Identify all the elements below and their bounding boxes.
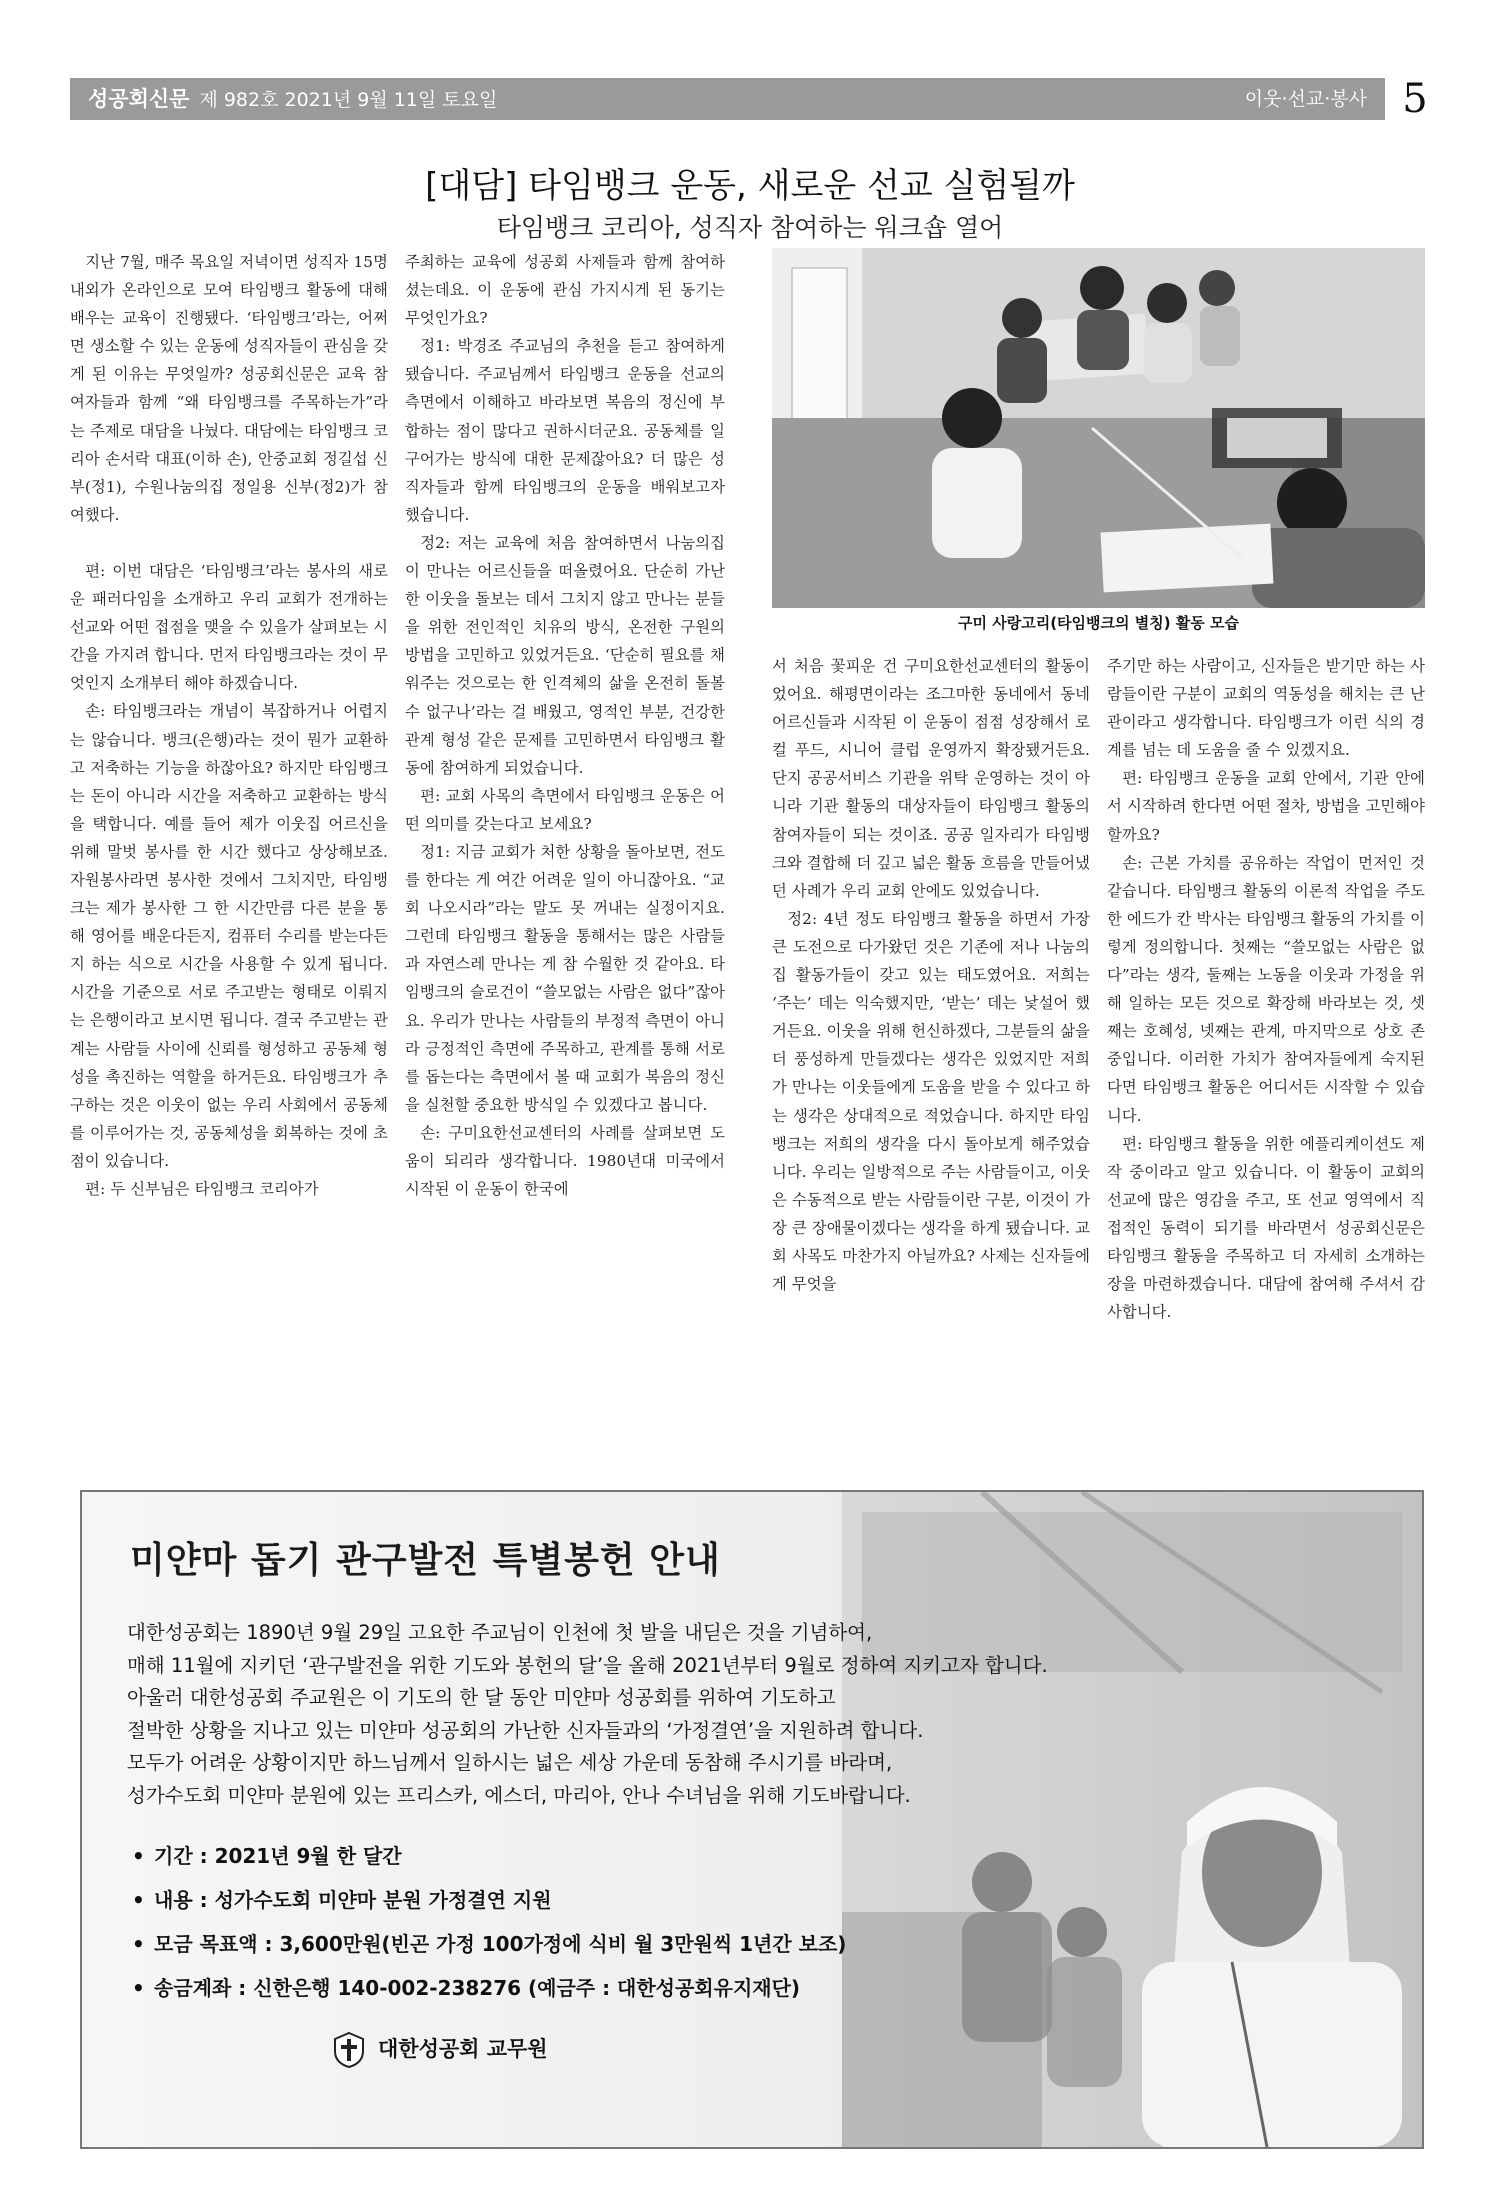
donation-notice-box [80,1490,1424,2149]
article-column-1 [70,248,388,1203]
paper-name: 성공회신문 [88,87,190,111]
notice-line: 아울러 대한성공회 주교원은 이 기도의 한 달 동안 미얀마 성공회를 위하여 기도하고 [127,1686,836,1709]
paragraph: 편: 타임뱅크 운동을 교회 안에서, 기관 안에서 시작하려 한다면 어떤 절차, 방법을 고민해야 할까요? [1107,769,1425,844]
notice-background-photo [82,1492,1422,2147]
paragraph: 서 처음 꽃피운 건 구미요한선교센터의 활동이었어요. 해평면이라는 조그마한 동네에서 동네 어르신들과 시작된 이 운동이 점점 성장해서 로컬 푸드, 시니어 클럽 운영까지 확장됐거든요. 단지 공공서비스 기관을 위탁 운영하는 것이 아니라 기관 활동의 대상자들이 타임뱅크 활동의 참여자들이 되는 것이죠. 공공 일자리가 타임뱅크와 결합해 더 깊고 넓은 활동 흐름을 만들어냈던 사례가 우리 교회 안에도 있었습니다. [772,657,1090,900]
page-number: 5 [1402,76,1428,122]
paragraph: 편: 이번 대담은 ‘타임뱅크’라는 봉사의 새로운 패러다임을 소개하고 우리 교회가 전개하는 선교와 어떤 접점을 맺을 수 있을가 살펴보는 시간을 가지려 합니다. 먼저 타임뱅크라는 것이 무엇인지 소개부터 해야 하겠습니다. [70,561,388,693]
church-emblem-icon [332,2031,366,2069]
paragraph: 지난 7월, 매주 목요일 저녁이면 성직자 15명 내외가 온라인으로 모여 타임뱅크 활동에 대해 배우는 교육이 진행됐다. ‘타임뱅크’라는, 어쩌면 생소할 수 있는 운동에 성직자들이 관심을 갖게 된 이유는 무엇일까? 성공회신문은 교육 참여자들과 함께 “왜 타임뱅크를 주목하는가”라는 주제로 대담을 나눴다. 대담에는 타임뱅크 코리아 손서락 대표(이하 손), 안중교회 정길섭 신부(정1), 수원나눔의집 정일용 신부(정2)가 참여했다. [70,253,388,524]
bullet-icon: • [132,1888,145,1912]
article-title: [대담] 타임뱅크 운동, 새로운 선교 실험될까 [425,166,1075,206]
notice-body [127,1617,1127,1812]
notice-line: 모두가 어려운 상황이지만 하느님께서 일하시는 넓은 세상 가운데 동참해 주시기를 바라며, [127,1751,893,1774]
section-name: 이웃·선교·봉사 [1244,88,1367,110]
detail-period: 기간 : 2021년 9월 한 달간 [154,1844,402,1868]
article-photo [772,248,1425,608]
article-column-4 [1107,652,1425,1326]
notice-line: 절박한 상황을 지나고 있는 미얀마 성공회의 가난한 신자들과의 ‘가정결연’을 지원하려 합니다. [127,1718,924,1742]
paragraph: 손: 근본 가치를 공유하는 작업이 먼저인 것 같습니다. 타임뱅크 활동의 이론적 작업을 주도한 에드가 칸 박사는 타임뱅크 활동의 가치를 이렇게 정의합니다. 첫째는 “쓸모없는 사람은 없다”라는 생각, 둘째는 노동을 이웃과 가정을 위해 일하는 모든 것으로 확장해 바라보는 것, 셋째는 호혜성, 넷째는 관계, 마지막으로 상호 존중입니다. 이러한 가치가 참여자들에게 숙지된다면 타임뱅크 활동은 어디서든 시작할 수 있습니다. [1107,853,1425,1125]
notice-line: 매해 11월에 지키던 ‘관구발전을 위한 기도와 봉헌의 달’을 올해 2021년부터 9월로 정하여 지키고자 합니다. [127,1653,1048,1677]
photo-illustration [772,248,1425,608]
bullet-icon: • [132,1932,145,1956]
notice-detail-item [132,1966,846,2010]
paragraph: 정1: 박경조 주교님의 추천을 듣고 참여하게 됐습니다. 주교님께서 타임뱅크 운동을 선교의 측면에서 이해하고 바라보면 복음의 정신에 부합하는 점이 많다고 권하시더군요. 공동체를 일구어가는 방식에 대한 문제잖아요? 더 많은 성직자들과 함께 타임뱅크의 운동을 배워보고자 했습니다. [405,337,725,524]
paragraph: 정2: 저는 교육에 처음 참여하면서 나눔의집이 만나는 어르신들을 떠올렸어요. 단순히 가난한 이웃을 돌보는 데서 그치지 않고 만나는 분들을 위한 전인적인 치유의 방식, 온전한 구원의 방법을 고민하고 있었거든요. ‘단순히 필요를 채워주는 것으로는 한 인격체의 삶을 온전히 돌볼 수 없구나’라는 걸 배웠고, 영적인 부분, 건강한 관계 형성 같은 문제를 고민하면서 타임뱅크 활동에 참여하게 되었습니다. [405,533,725,777]
photo-caption: 구미 사랑고리(타임뱅크의 별칭) 활동 모습 [958,614,1239,632]
detail-content: 내용 : 성가수도회 미얀마 분원 가정결연 지원 [154,1888,552,1912]
notice-detail-item [132,1834,846,1878]
notice-detail-item [132,1878,846,1922]
notice-title: 미얀마 돕기 관구발전 특별봉헌 안내 [130,1539,721,1581]
notice-line: 성가수도회 미얀마 분원에 있는 프리스카, 에스더, 마리아, 안나 수녀님을 위해 기도바랍니다. [127,1783,911,1807]
signature-text: 대한성공회 교무원 [378,2037,548,2061]
paragraph: 편: 교회 사목의 측면에서 타임뱅크 운동은 어떤 의미를 갖는다고 보세요? [405,786,725,833]
detail-target-amount: 모금 목표액 : 3,600만원(빈곤 가정 100가정에 식비 월 3만원씩 1년간 보조) [154,1932,847,1956]
notice-line: 대한성공회는 1890년 9월 29일 고요한 주교님이 인천에 첫 발을 내딛은 것을 기념하여, [127,1621,873,1644]
article-column-3 [772,652,1090,1298]
paragraph: 편: 타임뱅크 활동을 위한 에플리케이션도 제작 중이라고 알고 있습니다. 이 활동이 교회의 선교에 많은 영감을 주고, 또 선교 영역에서 직접적인 동력이 되기를 바라면서 성공회신문은 타임뱅크 활동을 주목하고 더 자세히 소개하는 장을 마련하겠습니다. 대담에 참여해 주셔서 감사합니다. [1107,1134,1425,1322]
notice-signature [332,2028,548,2070]
issue-info: 제 982호 2021년 9월 11일 토요일 [199,89,498,111]
paragraph: 주최하는 교육에 성공회 사제들과 함께 참여하셨는데요. 이 운동에 관심 가지시게 된 동기는 무엇인가요? [405,253,725,328]
bullet-icon: • [132,1976,145,2000]
header-left [88,78,497,121]
page-header-bar [70,78,1385,120]
paragraph: 정2: 4년 정도 타임뱅크 활동을 하면서 가장 큰 도전으로 다가왔던 것은 기존에 저나 나눔의집 활동가들이 갖고 있는 태도였어요. 저희는 ‘주는’ 데는 익숙했지만, ‘받는’ 데는 낯설어 했거든요. 이웃을 위해 헌신하겠다, 그분들의 삶을 더 풍성하게 만들겠다는 생각은 있었지만 저희가 만나는 이웃들에게 도움을 받을 수 있다고 하는 생각은 상대적으로 적었습니다. 하지만 타임뱅크는 저희의 생각을 다시 돌아보게 해주었습니다. 우리는 일방적으로 주는 사람들이고, 이웃은 수동적으로 받는 사람들이란 구분, 이것이 가장 큰 장애물이겠다는 생각을 하게 됐습니다. 교회 사목도 마찬가지 아닐까요? 사제는 신자들에게 무엇을 [772,909,1090,1294]
paragraph: 손: 구미요한선교센터의 사례를 살펴보면 도움이 되리라 생각합니다. 1980년대 미국에서 시작된 이 운동이 한국에 [405,1123,725,1199]
paragraph: 주기만 하는 사람이고, 신자들은 받기만 하는 사람들이란 구분이 교회의 역동성을 해치는 큰 난관이라고 생각합니다. 타임뱅크가 이런 식의 경계를 넘는 데 도움을 줄 수 있겠지요. [1107,657,1425,760]
paragraph: 정1: 지금 교회가 처한 상황을 돌아보면, 전도를 한다는 게 여간 어려운 일이 아니잖아요. “교회 나오시라”라는 말도 못 꺼내는 실정이지요. 그런데 타임뱅크 활동을 통해서는 많은 사람들과 자연스레 만나는 게 참 수월한 것 같아요. 타임뱅크의 슬로건이 “쓸모없는 사람은 없다”잖아요. 우리가 만나는 사람들의 부정적 측면이 아니라 긍정적인 측면에 주목하고, 관계를 통해 서로를 돕는다는 측면에서 볼 때 교회가 복음의 정신을 실천할 중요한 방식일 수 있겠다고 봅니다. [405,842,725,1114]
detail-bank-account: 송금계좌 : 신한은행 140-002-238276 (예금주 : 대한성공회유지재단) [154,1976,801,2000]
article-subtitle: 타임뱅크 코리아, 성직자 참여하는 워크숍 열어 [496,213,1004,242]
bullet-icon: • [132,1844,145,1868]
notice-details-list [132,1834,846,2010]
notice-detail-item [132,1922,846,1966]
article-column-2 [405,248,725,1203]
paragraph: 손: 타임뱅크라는 개념이 복잡하거나 어렵지는 않습니다. 뱅크(은행)라는 것이 뭔가 교환하고 저축하는 기능을 하잖아요? 하지만 타임뱅크는 돈이 아니라 시간을 저축하고 교환하는 방식을 택합니다. 예를 들어 제가 이웃집 어르신을 위해 말벗 봉사를 한 시간 했다고 상상해보죠. 자원봉사라면 봉사한 것에서 그치지만, 타임뱅크는 제가 봉사한 그 한 시간만큼 다른 분을 통해 영어를 배운다든지, 컴퓨터 수리를 받는다든지 하는 식으로 시간을 사용할 수 있게 됩니다. 시간을 기준으로 서로 주고받는 형태로 이뤄지는 은행이라고 보시면 됩니다. 결국 주고받는 관계는 사람들 사이에 신뢰를 형성하고 공동체 형성을 촉진하는 역할을 하거든요. 타임뱅크가 추구하는 것은 이웃이 없는 우리 사회에서 공동체를 이루어가는 것, 공동체성을 회복하는 것에 초점이 있습니다. [70,702,388,1170]
paragraph: 편: 두 신부님은 타임뱅크 코리아가 [85,1180,319,1198]
